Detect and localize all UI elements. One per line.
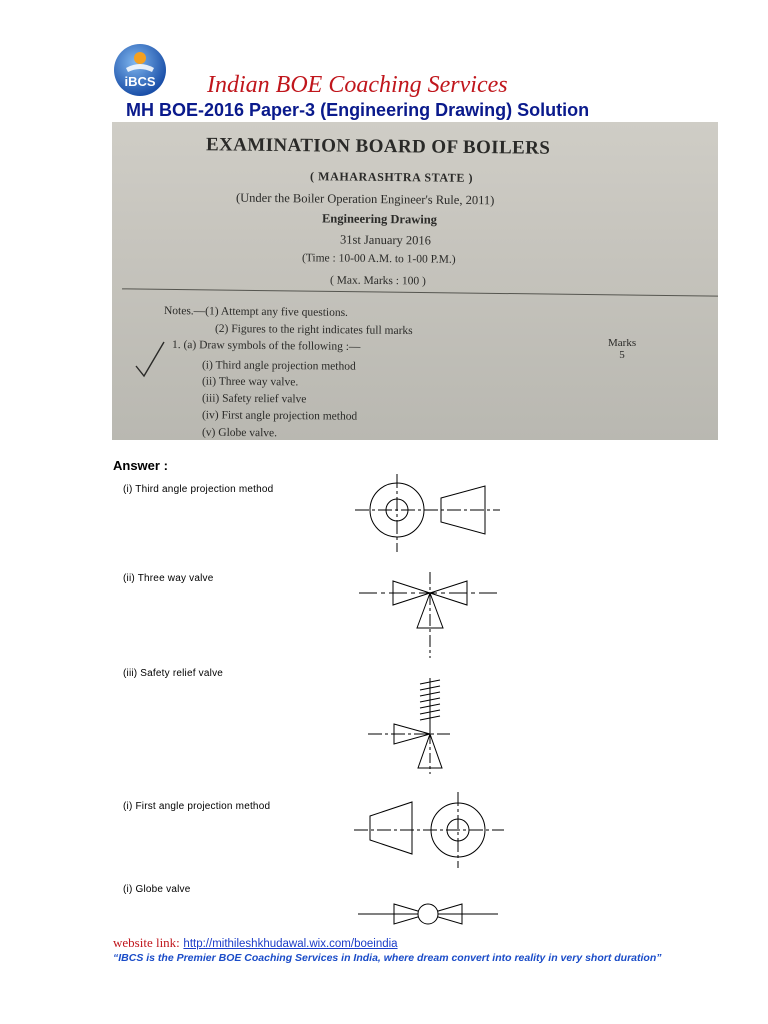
paper-item: (i) Third angle projection method (201, 359, 356, 373)
paper-note-1: Notes.—(1) Attempt any five questions. (163, 305, 349, 319)
answer-item-label: (ii) Three way valve (123, 573, 214, 584)
paper-question: 1. (a) Draw symbols of the following :— (171, 339, 361, 353)
paper-date: 31st January 2016 (339, 232, 432, 248)
answer-item-label: (i) First angle projection method (123, 801, 271, 812)
website-link-line (113, 935, 398, 951)
website-link[interactable]: http://mithileshkhudawal.wix.com/boeindia (183, 938, 398, 950)
paper-state: ( MAHARASHTRA STATE ) (309, 169, 474, 185)
paper-note-2: (2) Figures to the right indicates full marks (214, 322, 413, 338)
tagline: “IBCS is the Premier BOE Coaching Services in India, where dream convert into reality in very short duration” (113, 952, 662, 964)
paper-marks-label: Marks (608, 337, 637, 349)
first-angle-projection-symbol (352, 790, 507, 870)
globe-valve-symbol (356, 900, 501, 930)
ibcs-logo (112, 42, 168, 98)
question-paper-photo (112, 122, 718, 440)
safety-relief-valve-symbol (368, 676, 458, 776)
paper-item: (iii) Safety relief valve (201, 392, 307, 406)
paper-marks-value: 5 (619, 349, 625, 361)
third-angle-projection-symbol (355, 474, 505, 554)
paper-rule: (Under the Boiler Operation Engineer's Rule, 2011) (235, 190, 495, 208)
paper-item: (v) Globe valve. (201, 426, 278, 440)
paper-heading: EXAMINATION BOARD OF BOILERS (205, 134, 551, 159)
website-link-label: website link: (113, 935, 180, 950)
paper-subject: Engineering Drawing (321, 211, 438, 227)
answer-item-label: (i) Third angle projection method (123, 484, 274, 495)
three-way-valve-symbol (355, 572, 505, 662)
answer-heading: Answer : (113, 458, 168, 473)
paper-max-marks: ( Max. Marks : 100 ) (329, 274, 426, 288)
org-name: Indian BOE Coaching Services (207, 72, 508, 98)
paper-marks (608, 337, 636, 361)
paper-item: (iv) First angle projection method (201, 409, 358, 423)
answer-item-label: (iii) Safety relief valve (123, 668, 224, 679)
document-title: MH BOE-2016 Paper-3 (Engineering Drawing) Solution (126, 100, 590, 120)
paper-time: (Time : 10-00 A.M. to 1-00 P.M.) (301, 252, 456, 266)
svg-text:iBCS: iBCS (124, 74, 156, 89)
tick-mark-icon (132, 340, 168, 380)
paper-item: (ii) Three way valve. (201, 375, 299, 389)
answer-item-label: (i) Globe valve (123, 884, 191, 895)
paper-divider (122, 288, 718, 296)
